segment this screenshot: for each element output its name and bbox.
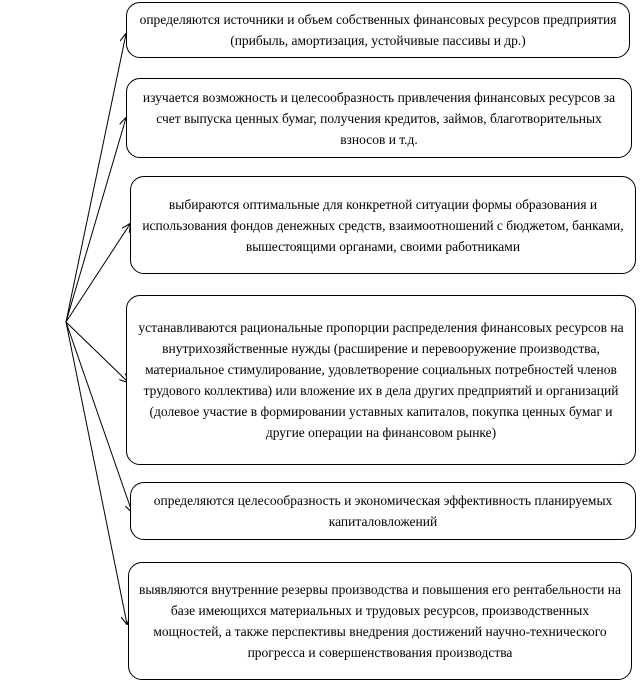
item-text: изучается возможность и целесообразность привлечения финансовых ресурсов за счет выпуска ценных бумаг, получения кредитов, займов, благотворительных взносов и т.д. bbox=[142, 89, 616, 147]
connector-arrow-3 bbox=[66, 224, 130, 322]
item-text: выявляются внутренние резервы производства и повышения его рентабельности на базе имеющихся материальных и трудовых ресурсов, производственных мощностей, а также перспективы внедрения достижений научно-технического прогресса и совершенствования производства bbox=[139, 582, 621, 660]
item-text: определяются целесообразность и экономическая эффективность планируемых капиталовложений bbox=[153, 493, 613, 529]
item-text: определяются источники и объем собственных финансовых ресурсов предприятия (прибыль, амортизация, устойчивые пассивы и др.) bbox=[139, 12, 617, 48]
item-text: устанавливаются рациональные пропорции распределения финансовых ресурсов на внутрихозяйственные нужды (расширение и перевооружение производства, материальное стимулирование, удовлетворение социальных потребностей членов трудового коллектива) или вложение их в дела других предприятий и организаций (долевое участие в формировании уставных капиталов, покупка ценных бумаг и другие операции на финансовом рынке) bbox=[138, 320, 624, 440]
item-box-investment-efficiency bbox=[130, 482, 636, 540]
item-box-funds-forms bbox=[130, 176, 636, 274]
item-box-proportions bbox=[126, 295, 636, 465]
connector-arrow-1 bbox=[66, 34, 126, 322]
item-box-borrowing bbox=[126, 78, 632, 158]
connector-arrow-4 bbox=[66, 322, 128, 382]
item-text: выбираются оптимальные для конкретной ситуации формы образования и использования фондов денежных средств, взаимоотношений с бюджетом, банками, вышестоящими органами, своими работниками bbox=[142, 196, 624, 254]
connector-arrow-2 bbox=[66, 118, 126, 322]
connector-arrow-6 bbox=[66, 322, 127, 624]
item-box-reserves bbox=[128, 562, 632, 680]
item-box-sources bbox=[126, 2, 630, 58]
